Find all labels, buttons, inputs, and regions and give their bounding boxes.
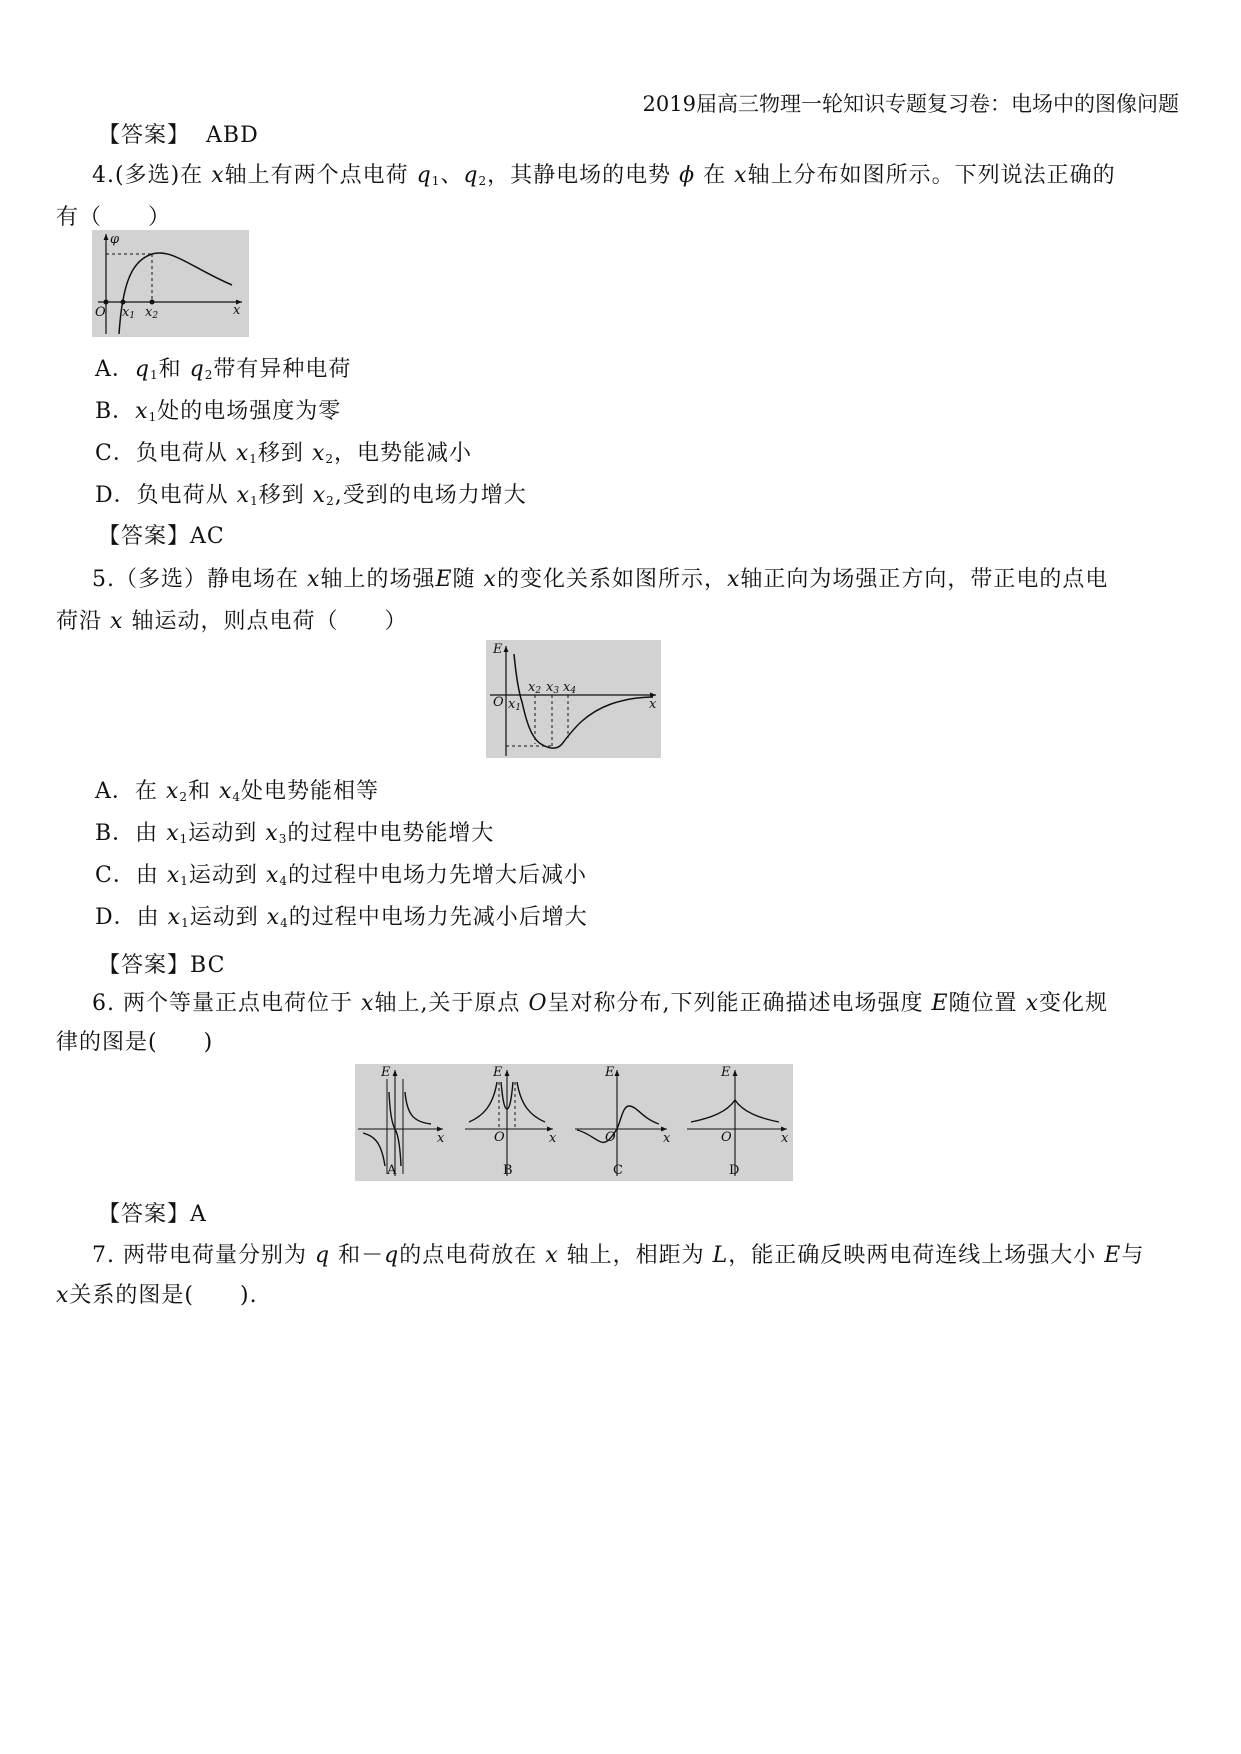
y-axis-label: E [493,642,503,657]
question-4-stem-line-1: 4.(多选)在 x轴上有两个点电荷 $q_1$、$q_2$，其静电场的电势 ϕ 在 x轴上分布如图所示。下列说法正确的 [92,163,1116,188]
svg-text:E: E [381,1065,391,1080]
x2-label: x2 [528,680,542,696]
answer-label: 【答案】 [98,123,191,148]
q5-field-graph [486,640,661,758]
q5-option-a: A．在 $x_2$和 $x_4$处电势能相等 [95,779,380,804]
q4-option-c: C．负电荷从 $x_1$移到 $x_2$，电势能减小 [95,441,473,466]
question-7-stem-line-1: 7. 两带电荷量分别为 q 和－q的点电荷放在 x 轴上，相距为 L，能正确反映两电荷连线上场强大小 E与 [92,1243,1145,1268]
graph-a [358,1065,445,1178]
q4-answer: 【答案】AC [98,524,225,549]
svg-text:x: x [781,1131,789,1146]
question-4-stem-line-2: 有（ ） [56,205,172,230]
graph-b-label: B [503,1163,513,1178]
q4-option-b: B．$x_1$处的电场强度为零 [95,399,342,424]
origin-label: O [95,305,106,320]
graph-d [687,1065,789,1178]
q6-answer: 【答案】A [98,1202,207,1227]
y-axis-arrow [104,234,109,240]
origin-dot [104,300,109,305]
svg-text:O: O [721,1130,732,1145]
x1-label: x1 [122,305,136,321]
x1-label: x1 [508,697,522,713]
x3-label: x3 [546,680,560,696]
svg-text:x: x [663,1131,671,1146]
q4-potential-graph [92,230,249,337]
q5-option-b: B．由 $x_1$运动到 $x_3$的过程中电势能增大 [95,821,495,846]
svg-text:E: E [721,1065,731,1080]
question-5-stem-line-1: 5.（多选）静电场在 x轴上的场强E随 x的变化关系如图所示，x轴正向为场强正方向，带正电的点电 [92,567,1109,592]
answer-value: ABD [206,123,259,148]
x-axis-label: x [649,697,657,712]
question-5-stem-line-2: 荷沿 x 轴运动，则点电荷（ ） [56,609,408,634]
graph-c [575,1065,671,1178]
document-header: 2019届高三物理一轮知识专题复习卷：电场中的图像问题 [642,92,1179,116]
svg-text:x: x [549,1131,557,1146]
graph-a-label: A [387,1163,397,1178]
y-axis-arrow [504,646,509,652]
q5-answer: 【答案】BC [98,953,226,978]
question-6-stem-line-1: 6. 两个等量正点电荷位于 x轴上,关于原点 O呈对称分布,下列能正确描述电场强度 E随位置 x变化规 [92,991,1108,1016]
graph-c-label: C [613,1163,623,1178]
q6-option-graphs [355,1064,793,1181]
q4-option-a: A．$q_1$和 $q_2$带有异种电荷 [95,357,352,382]
graph-d-label: D [729,1163,740,1178]
x-axis-label: x [233,303,241,318]
q5-option-d: D．由 $x_1$运动到 $x_4$的过程中电场力先减小后增大 [95,905,588,930]
q5-option-c: C．由 $x_1$运动到 $x_4$的过程中电场力先增大后减小 [95,863,588,888]
x4-label: x4 [563,680,577,696]
previous-answer [98,118,259,149]
svg-text:x: x [437,1131,445,1146]
graph-b [465,1065,557,1178]
x1-dot [121,300,126,305]
question-6-stem-line-2: 律的图是( ) [56,1030,214,1055]
svg-text:O: O [605,1130,616,1145]
svg-text:O: O [494,1130,505,1145]
svg-text:E: E [605,1065,615,1080]
question-7-stem-line-2: x关系的图是( ). [56,1283,258,1308]
x2-dot [150,300,155,305]
y-axis-label: φ [110,232,120,247]
origin-label: O [493,695,504,710]
svg-text:E: E [493,1065,503,1080]
x2-label: x2 [145,305,159,321]
potential-curve [119,253,232,334]
q4-option-d: D．负电荷从 $x_1$移到 $x_2$,受到的电场力增大 [95,483,527,508]
